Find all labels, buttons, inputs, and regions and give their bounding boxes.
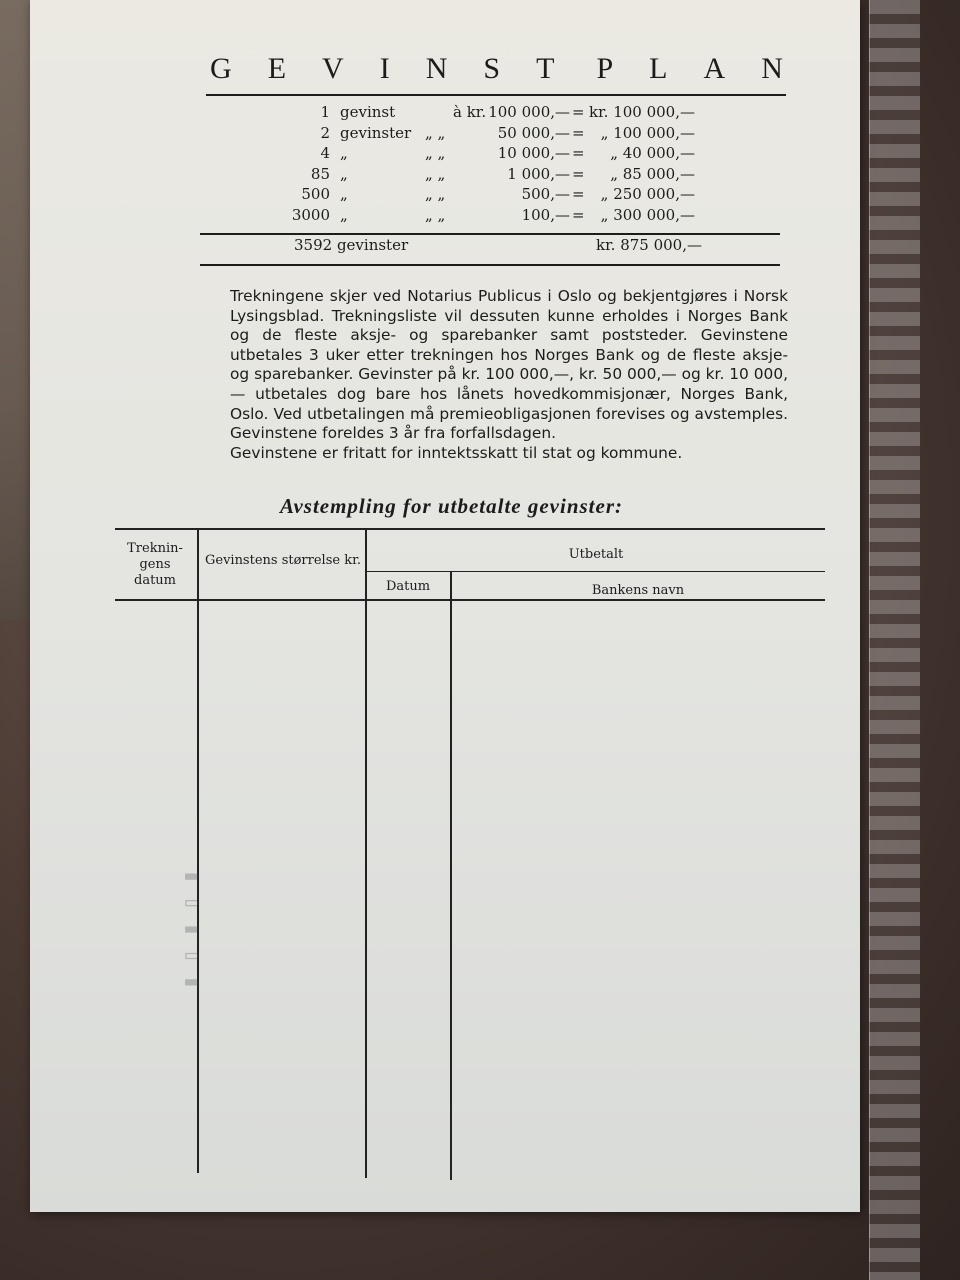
prize-total: „ 250 000,— [600,185,695,203]
prize-count: 4 [320,144,330,162]
ditto-marks: „ „ [425,185,446,203]
tax-paragraph: Gevinstene er fritatt for inntektsskatt til stat og kommune. [230,443,683,462]
lottery-bond-document [30,0,860,1212]
terms-paragraph: Trekningene skjer ved Notarius Publicus i Oslo og bekjentgjøres i Norsk Lysingsblad. Trekningsliste vil dessuten kunne erholdes i Norges Bank og de fleste aksje- og sparebanker samt poststeder. Gevinstene utbetales 3 uker etter trekningen hos Norges Bank og de fleste aksje- og sparebanker. Gevinster på kr. 100 000,—, kr. 50 000,— og kr. 10 000,— utbetales dog bare hos lånets hovedkommisjonær, Norges Bank, Oslo. Ved utbetalingen må premieobligasjonen forevises og avstemples. Gevinstene foreldes 3 år fra forfallsdagen. [230,287,789,443]
total-rule-bottom [200,264,780,266]
col-paid: Utbetalt [568,547,624,562]
col-bank-name: Bankens navn [591,583,685,598]
col-draw-date: Treknin-gens datum [127,541,183,588]
prize-value: 500,— [521,185,570,203]
ledger-header-line [115,599,825,601]
prize-word: „ [340,164,348,183]
faint-serial-stamp: ▮ ▯ ▮ ▯ ▮ [179,870,204,990]
total-rule-top [200,233,780,235]
equals-sign: = [572,185,585,203]
prize-count: 2 [320,123,330,142]
ditto-marks: „ „ [425,123,446,142]
prize-value: 50 000,— [497,123,570,142]
equals-sign: = [572,164,585,183]
prize-total: „ 40 000,— [610,144,695,162]
stamping-heading: Avstempling for utbetalte gevinster: [280,494,624,518]
prize-count: 85 [310,164,330,183]
stamping-ledger [115,525,825,1180]
total-prizes-amount: kr. 875 000,— [596,236,702,254]
prize-total: kr. 100 000,— [589,103,695,121]
prize-count: 1 [320,103,330,121]
ledger-col-divider-2 [365,528,367,1178]
ditto-marks: „ „ [425,205,446,224]
prize-word: gevinster [340,123,412,142]
prize-value: 10 000,— [497,144,570,162]
prize-total: „ 300 000,— [600,205,695,224]
prize-word: „ [340,205,348,224]
prize-count: 3000 [291,205,330,224]
col-date: Datum [385,579,431,594]
prize-word: „ [340,144,348,162]
prize-value: 1 000,— [507,164,570,183]
prize-word: „ [340,185,348,203]
total-prizes-count: 3592 gevinster [294,236,409,254]
prize-count: 500 [301,185,330,203]
ledger-top-line [115,528,825,530]
ledger-paid-subline [365,571,825,572]
ditto-marks: „ „ [425,144,446,162]
prize-value: 100 000,— [488,103,570,121]
equals-sign: = [572,123,585,142]
sleeve-perforated-edge [869,0,920,1280]
prize-total: „ 85 000,— [610,164,695,183]
equals-sign: = [572,205,585,224]
ledger-col-divider-1 [197,528,199,1173]
ledger-col-divider-3 [450,571,452,1180]
col-prize-size: Gevinstens størrelse kr. [204,553,361,568]
prize-word: gevinst [340,103,396,121]
prize-total: „ 100 000,— [600,123,695,142]
prize-value: 100,— [521,205,570,224]
title-rule [206,94,786,96]
terms-text [230,287,788,463]
equals-sign: = [572,103,585,121]
ditto-marks: „ „ [425,164,446,183]
equals-sign: = [572,144,585,162]
prize-plan-title: G E V I N S T P L A N [210,52,785,85]
unit-price-prefix: à kr. [453,103,487,121]
